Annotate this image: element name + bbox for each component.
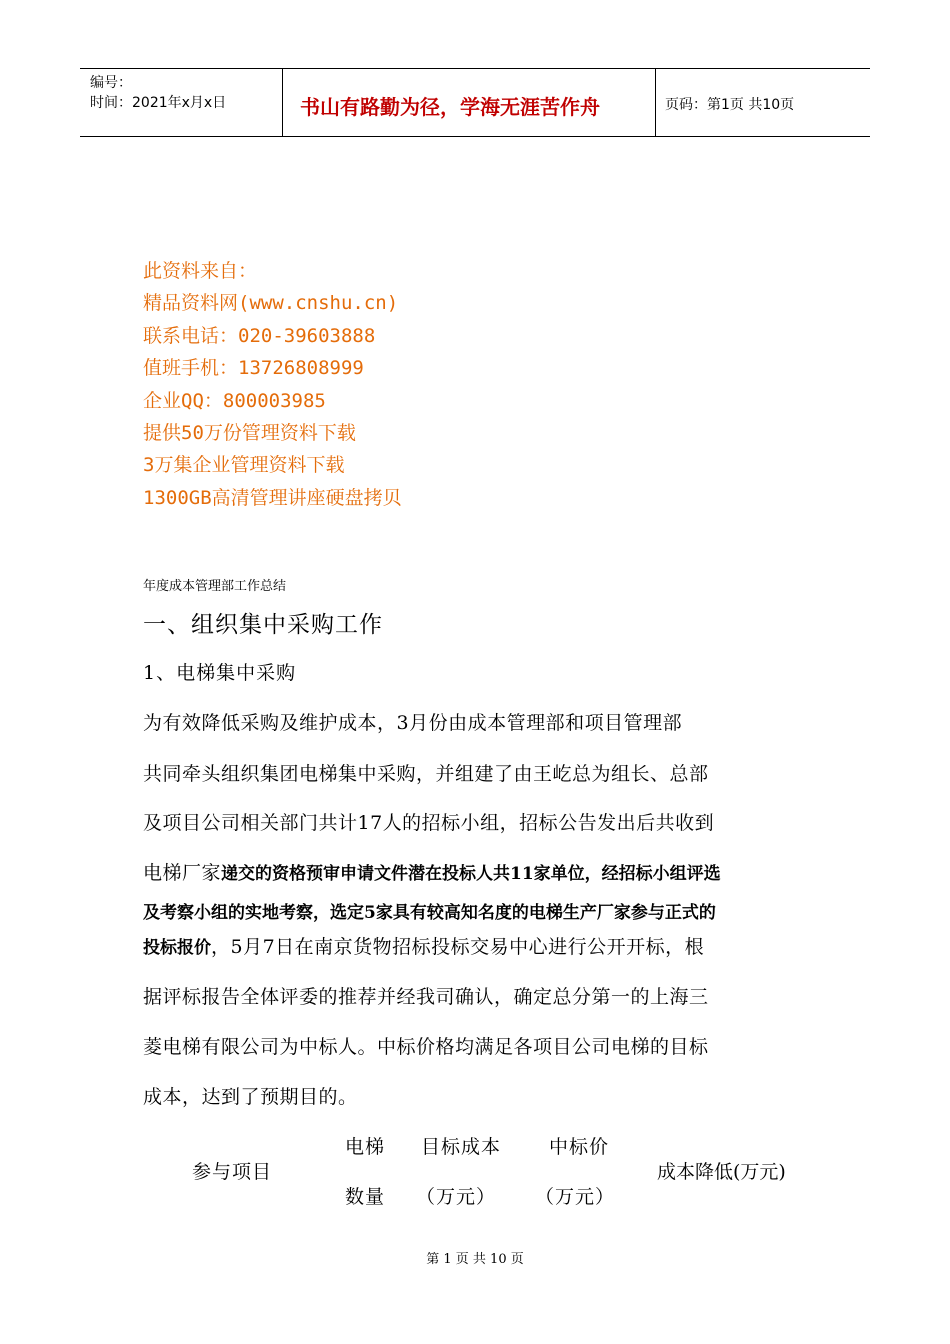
paragraph-line-6 [143, 932, 704, 959]
header-motto: 书山有路勤为径，学海无涯苦作舟 [300, 95, 600, 119]
header-number-label: 编号： [90, 75, 132, 91]
table-header-bid-line2: （万元） [535, 1186, 616, 1208]
subsection-heading: 1、电梯集中采购 [143, 662, 297, 684]
table-header-reduction: 成本降低(万元) [657, 1161, 786, 1183]
table-header-bid-line1: 中标价 [549, 1136, 610, 1158]
table-header-elevator-line2: 数量 [345, 1186, 386, 1208]
paragraph-line-6-normal: ，5月7日在南京货物招标投标交易中心进行公开开标，根 [211, 936, 705, 958]
paragraph-line-6-bold: 投标报价 [143, 938, 211, 958]
table-header-target-line2: （万元） [416, 1186, 497, 1208]
header-time-label: 时间：2021年x月x日 [90, 95, 227, 111]
paragraph-line-5: 及考察小组的实地考察，选定5家具有较高知名度的电梯生产厂家参与正式的 [143, 903, 716, 923]
paragraph-line-2: 共同牵头组织集团电梯集中采购，并组建了由王屹总为组长、总部 [143, 763, 709, 785]
promo-line-mobile: 值班手机：13726808999 [143, 357, 364, 379]
header-divider-right [655, 68, 656, 136]
paragraph-line-8: 菱电梯有限公司为中标人。中标价格均满足各项目公司电梯的目标 [143, 1036, 709, 1058]
promo-line-website: 精品资料网(www.cnshu.cn) [143, 292, 399, 314]
paragraph-line-9: 成本，达到了预期目的。 [143, 1086, 358, 1108]
paragraph-line-4-normal: 电梯厂家 [143, 862, 222, 884]
promo-line-source: 此资料来自： [143, 260, 258, 282]
header-top-rule [80, 68, 870, 69]
page-footer: 第 1 页 共 10 页 [426, 1252, 524, 1267]
promo-line-offer-3: 1300GB高清管理讲座硬盘拷贝 [143, 487, 402, 509]
paragraph-line-1: 为有效降低采购及维护成本，3月份由成本管理部和项目管理部 [143, 712, 683, 734]
table-header-elevator-line1: 电梯 [345, 1136, 386, 1158]
header-page-info: 页码：第1页 共10页 [665, 97, 795, 113]
document-title: 年度成本管理部工作总结 [143, 579, 287, 594]
paragraph-line-4 [143, 858, 721, 885]
paragraph-line-4-bold: 递交的资格预审申请文件潜在投标人共11家单位，经招标小组评选 [221, 864, 721, 884]
promo-line-offer-1: 提供50万份管理资料下载 [143, 422, 356, 444]
table-header-project: 参与项目 [192, 1161, 273, 1183]
paragraph-line-3: 及项目公司相关部门共计17人的招标小组，招标公告发出后共收到 [143, 812, 715, 834]
header-bottom-rule [80, 136, 870, 137]
paragraph-line-7: 据评标报告全体评委的推荐并经我司确认，确定总分第一的上海三 [143, 986, 709, 1008]
promo-line-qq: 企业QQ：800003985 [143, 390, 326, 412]
promo-line-phone: 联系电话：020-39603888 [143, 325, 376, 347]
table-header-target-line1: 目标成本 [421, 1136, 502, 1158]
section-heading: 一、组织集中采购工作 [143, 612, 383, 638]
promo-line-offer-2: 3万集企业管理资料下载 [143, 454, 345, 476]
header-divider-left [282, 68, 283, 136]
